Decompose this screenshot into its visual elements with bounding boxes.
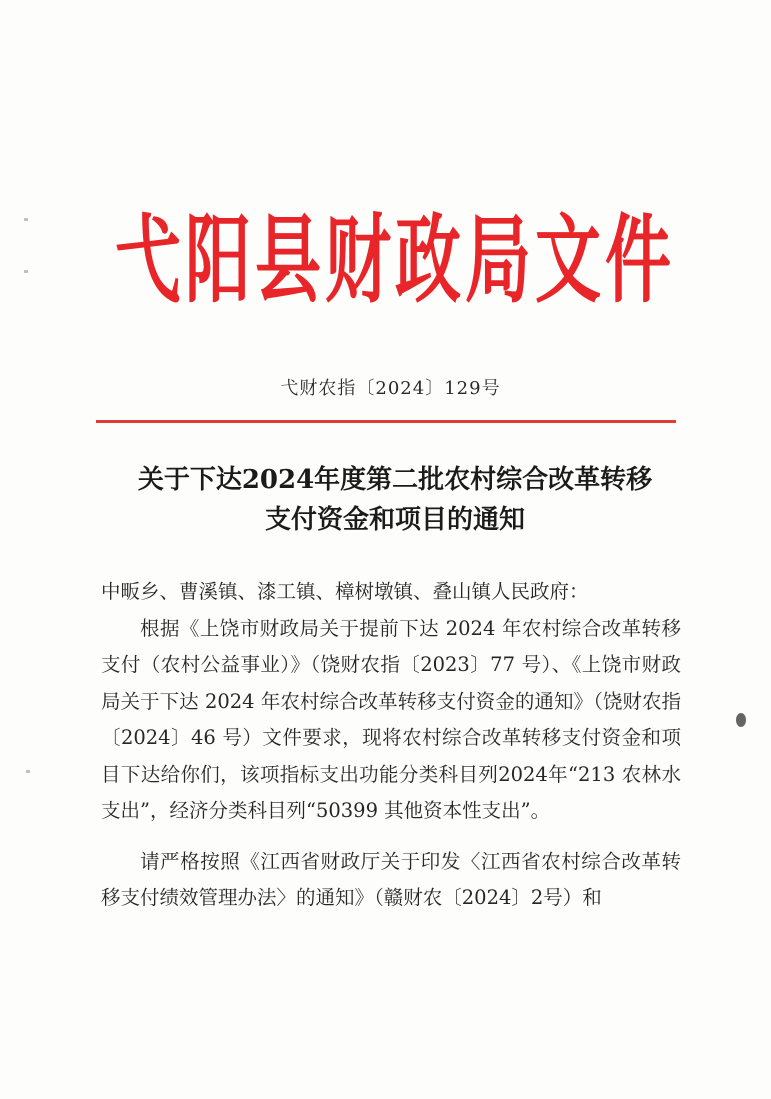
scan-mark [24,270,28,273]
scan-ink-speck [736,713,746,727]
notice-title-line-1: 关于下达2024年度第二批农村综合改革转移 [137,465,653,495]
notice-title-line-2: 支付资金和项目的通知 [264,505,525,535]
notice-title [60,460,730,540]
body-paragraph-1: 根据《上饶市财政局关于提前下达 2024 年农村综合改革转移支付（农村公益事业）》（饶财农指〔2023〕77 号）、《上饶市财政局关于下达 2024 年农村综合改革转移支付资金的通知》（饶财农指〔2024〕46 号）文件要求，现将农村综合改革转移支付资金和项目下达给你们，该项指标支出功能分类科目列2024年“213 农林水支出”，经济分类科目列“50399 其他资本性支出”。 [101,616,681,822]
body-paragraph-2: 请严格按照《江西省财政厅关于印发〈江西省农村综合改革转移支付绩效管理办法〉的通知》（赣财农〔2024〕2号）和 [101,849,681,909]
masthead [100,196,690,316]
masthead-title: 弋阳县财政局文件 [115,202,675,316]
addressee-line: 中畈乡、曹溪镇、漆工镇、樟树墩镇、叠山镇人民政府： [101,580,589,603]
red-divider-line [96,420,676,423]
scan-mark [26,770,30,773]
scan-mark [24,218,28,221]
document-number: 弋财农指〔2024〕129号 [280,378,501,399]
notice-body [101,574,681,917]
